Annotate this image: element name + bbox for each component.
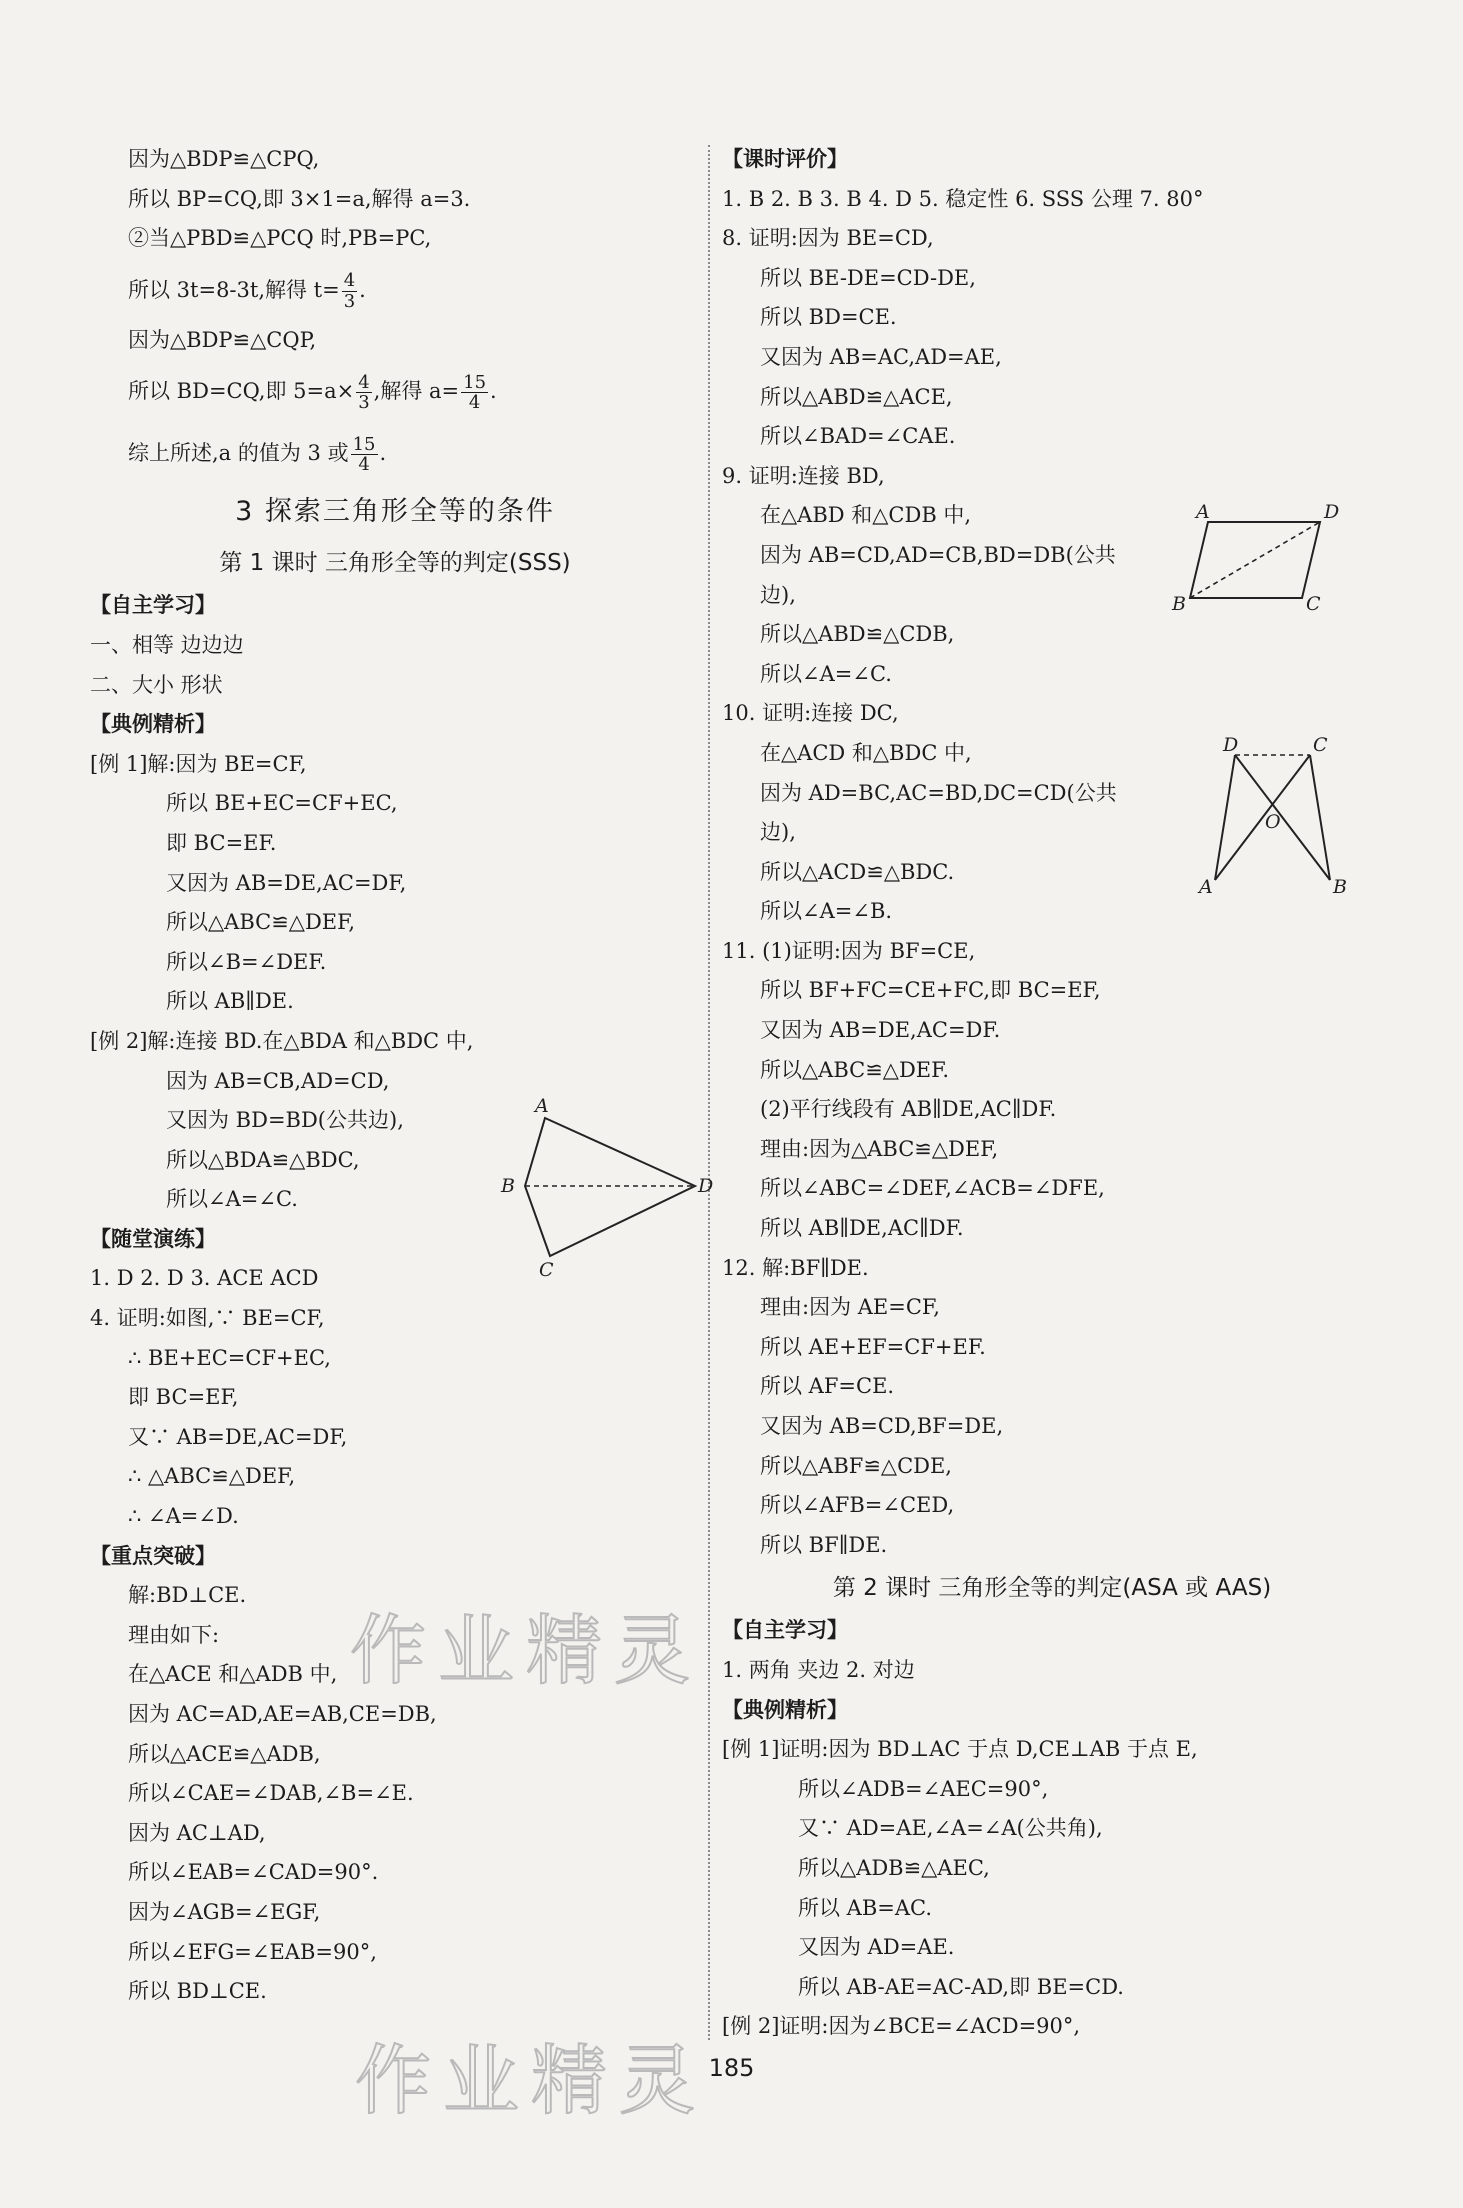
fraction-numerator: 15 bbox=[352, 433, 376, 455]
parallelogram-figure bbox=[1170, 500, 1365, 620]
text-line: 所以 BD=CE. bbox=[760, 305, 897, 330]
text-line: 即 BC=EF. bbox=[166, 830, 277, 855]
point-label-a: A bbox=[1196, 501, 1210, 523]
text-segment: 所以 3t=8-3t,解得 t= bbox=[128, 277, 340, 302]
text-line-with-fraction bbox=[90, 422, 700, 484]
text-line: 又因为 AB=DE,AC=DF, bbox=[166, 870, 407, 895]
section-heading: 【典例精析】 bbox=[90, 712, 216, 737]
segment-db bbox=[1235, 755, 1330, 880]
text-line: 因为 AD=BC,AC=BD,DC=CD(公共 bbox=[760, 780, 1117, 805]
text-line: 所以∠A=∠B. bbox=[760, 899, 893, 924]
text-line: 所以 AB∥DE. bbox=[166, 989, 294, 1014]
crossed-triangles-figure bbox=[1185, 735, 1355, 895]
text-line: 因为 AC=AD,AE=AB,CE=DB, bbox=[128, 1702, 437, 1726]
text-line: 因为△BDP≌△CPQ, bbox=[128, 147, 320, 171]
text-line: [例 1]证明:因为 BD⊥AC 于点 D,CE⊥AB 于点 E, bbox=[722, 1737, 1198, 1762]
text-line: 所以△ABD≌△CDB, bbox=[760, 622, 955, 647]
text-line: 在△ABD 和△CDB 中, bbox=[760, 503, 972, 528]
point-label-c: C bbox=[1313, 735, 1328, 756]
text-segment: 综上所述,a 的值为 3 或 bbox=[128, 441, 349, 466]
segment-ca bbox=[1215, 755, 1310, 880]
text-line: 11. (1)证明:因为 BF=CE, bbox=[722, 938, 976, 963]
point-label-d: D bbox=[1223, 735, 1239, 756]
fraction bbox=[461, 373, 488, 414]
point-label-c: C bbox=[1306, 593, 1321, 615]
text-line: 所以 BF+FC=CE+FC,即 BC=EF, bbox=[760, 978, 1101, 1003]
text-line: 所以△ACD≌△BDC. bbox=[760, 859, 955, 884]
text-line: 因为 AB=CD,AD=CB,BD=DB(公共 bbox=[760, 542, 1116, 567]
text-line: [例 2]解:连接 BD.在△BDA 和△BDC 中, bbox=[90, 1028, 474, 1053]
text-line: [例 2]证明:因为∠BCE=∠ACD=90°, bbox=[722, 2014, 1081, 2039]
text-line: 4. 证明:如图,∵ BE=CF, bbox=[90, 1306, 325, 1331]
text-line: 所以 BD⊥CE. bbox=[128, 1979, 267, 2004]
text-line: 在△ACD 和△BDC 中, bbox=[760, 740, 972, 765]
text-line: 所以∠ADB=∠AEC=90°, bbox=[798, 1776, 1049, 1801]
text-line: 即 BC=EF, bbox=[128, 1385, 239, 1410]
text-segment: ,解得 a= bbox=[373, 379, 460, 404]
text-line: 因为 AC⊥AD, bbox=[128, 1820, 266, 1845]
section-heading: 【自主学习】 bbox=[90, 593, 216, 618]
point-label-d: D bbox=[1324, 501, 1340, 523]
text-line: 因为△BDP≌△CQP, bbox=[128, 327, 317, 352]
text-line: 所以 AF=CE. bbox=[760, 1374, 895, 1399]
text-line: 二、大小 形状 bbox=[90, 672, 223, 697]
text-line: 又因为 BD=BD(公共边), bbox=[166, 1108, 404, 1133]
fraction-denominator: 3 bbox=[358, 392, 370, 414]
fraction bbox=[351, 435, 378, 476]
section-heading: 【重点突破】 bbox=[90, 1543, 216, 1568]
text-line: 9. 证明:连接 BD, bbox=[722, 463, 885, 488]
text-line: 边), bbox=[760, 820, 796, 845]
text-line: 所以 AB-AE=AC-AD,即 BE=CD. bbox=[798, 1974, 1124, 1999]
text-line: 理由:因为 AE=CF, bbox=[760, 1295, 940, 1320]
text-line: 理由:因为△ABC≌△DEF, bbox=[760, 1136, 999, 1161]
fraction-denominator: 3 bbox=[343, 290, 356, 312]
segment-cb bbox=[1310, 755, 1330, 880]
text-line: 所以 AE+EF=CF+EF. bbox=[760, 1334, 986, 1359]
text-line: 边), bbox=[760, 582, 796, 607]
text-line: 所以△ABD≌△ACE, bbox=[760, 384, 953, 409]
point-label-d: D bbox=[698, 1175, 714, 1197]
fraction-numerator: 15 bbox=[463, 371, 487, 393]
text-segment: . bbox=[379, 441, 387, 466]
text-line: 所以∠ABC=∠DEF,∠ACB=∠DFE, bbox=[760, 1176, 1105, 1201]
text-line: 所以 BE+EC=CF+EC, bbox=[166, 791, 398, 816]
text-line: 又因为 AB=CD,BF=DE, bbox=[760, 1414, 1004, 1438]
watermark-mark: 作业精灵 bbox=[355, 2036, 707, 2125]
text-line: 所以 BP=CQ,即 3×1=a,解得 a=3. bbox=[128, 186, 471, 211]
fraction bbox=[342, 271, 357, 312]
page-number: 185 bbox=[708, 2054, 755, 2082]
fraction-denominator: 4 bbox=[358, 454, 370, 476]
right-column bbox=[722, 140, 1382, 2047]
text-line: 所以△ACE≌△ADB, bbox=[128, 1741, 321, 1766]
text-line: 所以△ADB≌△AEC, bbox=[798, 1855, 990, 1880]
text-line: 8. 证明:因为 BE=CD, bbox=[722, 226, 934, 251]
point-label-c: C bbox=[539, 1259, 554, 1280]
section-heading: 【随堂演练】 bbox=[90, 1226, 216, 1251]
text-line: 所以△ABC≌△DEF. bbox=[760, 1057, 950, 1082]
watermark-mark: 作业精灵 bbox=[350, 1606, 702, 1695]
text-line: 又∵ AB=DE,AC=DF, bbox=[128, 1424, 348, 1449]
text-line: 所以∠EFG=∠EAB=90°, bbox=[128, 1939, 377, 1964]
text-line: 所以∠EAB=∠CAD=90°. bbox=[128, 1860, 379, 1885]
kite-outline bbox=[525, 1118, 695, 1256]
fraction bbox=[356, 373, 371, 414]
text-line: ∴ BE+EC=CF+EC, bbox=[128, 1345, 331, 1370]
lesson-title: 第 1 课时 三角形全等的判定(SSS) bbox=[219, 550, 571, 577]
text-line: 所以∠AFB=∠CED, bbox=[760, 1493, 955, 1518]
text-line: 所以 AB∥DE,AC∥DF. bbox=[760, 1216, 964, 1241]
text-line: 所以∠CAE=∠DAB,∠B=∠E. bbox=[128, 1781, 414, 1806]
text-line: 理由如下: bbox=[128, 1622, 220, 1647]
text-line: 所以∠A=∠C. bbox=[760, 661, 892, 686]
point-label-b: B bbox=[1172, 593, 1186, 615]
text-line: 所以∠B=∠DEF. bbox=[166, 949, 327, 974]
point-label-b: B bbox=[501, 1175, 515, 1197]
text-line: 所以 BE-DE=CD-DE, bbox=[760, 265, 976, 290]
text-line: (2)平行线段有 AB∥DE,AC∥DF. bbox=[760, 1097, 1057, 1122]
point-label-a: A bbox=[535, 1095, 549, 1117]
section-heading: 【自主学习】 bbox=[722, 1618, 848, 1643]
text-line: 在△ACE 和△ADB 中, bbox=[128, 1662, 338, 1687]
text-line: 又因为 AB=DE,AC=DF. bbox=[760, 1018, 1001, 1043]
text-line: 因为 AB=CB,AD=CD, bbox=[166, 1068, 390, 1093]
text-line: 一、相等 边边边 bbox=[90, 632, 244, 657]
fraction-denominator: 4 bbox=[468, 392, 481, 414]
section-heading: 【典例精析】 bbox=[722, 1697, 848, 1722]
text-line: 所以∠A=∠C. bbox=[166, 1187, 298, 1212]
point-label-o: O bbox=[1265, 811, 1281, 833]
fraction-numerator: 4 bbox=[343, 269, 356, 291]
section-title: 3 探索三角形全等的条件 bbox=[235, 496, 555, 528]
text-line: 又因为 AB=AC,AD=AE, bbox=[760, 344, 1002, 369]
text-line: 12. 解:BF∥DE. bbox=[722, 1255, 869, 1280]
diagonal-bd bbox=[1190, 522, 1320, 598]
text-line-with-fraction bbox=[90, 259, 700, 321]
fraction-numerator: 4 bbox=[358, 371, 370, 393]
text-line: 所以△ABC≌△DEF, bbox=[166, 910, 356, 935]
text-line: 又因为 AD=AE. bbox=[798, 1935, 955, 1960]
text-line: 1. B 2. B 3. B 4. D 5. 稳定性 6. SSS 公理 7. 80° bbox=[722, 186, 1204, 211]
text-segment: . bbox=[359, 277, 366, 302]
text-line-with-fraction bbox=[90, 360, 700, 422]
text-line: 所以 BF∥DE. bbox=[760, 1532, 888, 1557]
lesson-title: 第 2 课时 三角形全等的判定(ASA 或 AAS) bbox=[832, 1575, 1272, 1602]
text-line: 因为∠AGB=∠EGF, bbox=[128, 1899, 321, 1924]
text-line: 所以 AB=AC. bbox=[798, 1895, 933, 1920]
left-column bbox=[90, 140, 700, 2012]
text-line: [例 1]解:因为 BE=CF, bbox=[90, 751, 307, 776]
text-line: 所以△ABF≌△CDE, bbox=[760, 1453, 952, 1478]
text-line: ∴ ∠A=∠D. bbox=[128, 1504, 239, 1529]
text-line: 又∵ AD=AE,∠A=∠A(公共角), bbox=[798, 1816, 1103, 1841]
segment-da bbox=[1215, 755, 1235, 880]
text-line: 10. 证明:连接 DC, bbox=[722, 701, 899, 726]
text-line: ∴ △ABC≌△DEF, bbox=[128, 1464, 296, 1489]
text-line: 1. D 2. D 3. ACE ACD bbox=[90, 1266, 319, 1291]
text-line: 所以△BDA≌△BDC, bbox=[166, 1147, 360, 1172]
text-line: ②当△PBD≌△PCQ 时,PB=PC, bbox=[128, 226, 432, 251]
section-heading: 【课时评价】 bbox=[722, 147, 848, 171]
text-line: 1. 两角 夹边 2. 对边 bbox=[722, 1657, 915, 1682]
point-label-b: B bbox=[1333, 876, 1347, 895]
kite-figure bbox=[495, 1090, 715, 1280]
text-line: 解:BD⊥CE. bbox=[128, 1583, 247, 1608]
point-label-a: A bbox=[1199, 876, 1213, 895]
text-segment: 所以 BD=CQ,即 5=a× bbox=[128, 379, 355, 404]
text-segment: . bbox=[490, 379, 497, 404]
text-line: 所以∠BAD=∠CAE. bbox=[760, 424, 956, 449]
